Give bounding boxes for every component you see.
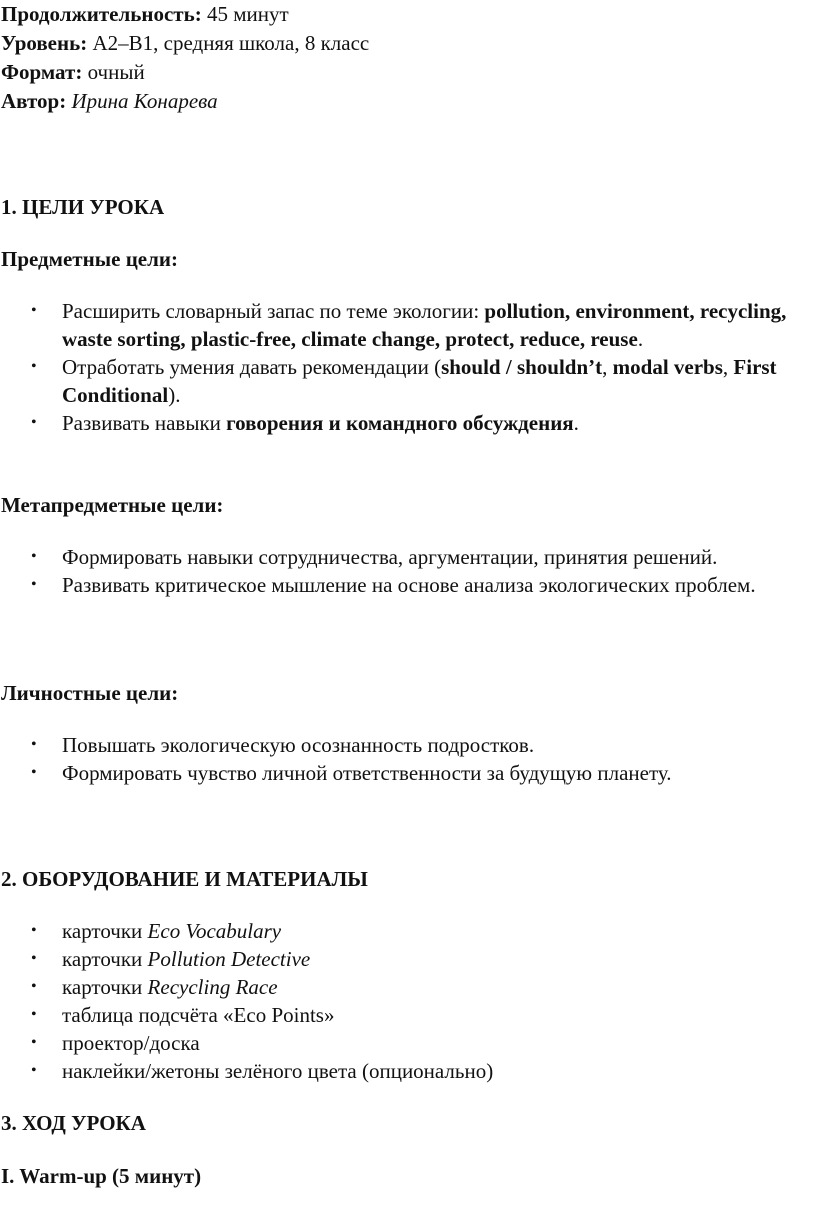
- meta-format-label: Формат:: [1, 60, 83, 84]
- lesson-meta: [1, 0, 801, 116]
- list-item-text: ,: [722, 355, 734, 379]
- personal-goals-list: [0, 731, 800, 787]
- meta-duration-label: Продолжительность:: [1, 2, 202, 26]
- list-item-text: .: [573, 411, 579, 435]
- section-heading-goals: 1. ЦЕЛИ УРОКА: [1, 195, 165, 219]
- list-item: [0, 297, 800, 353]
- bullet-icon: •: [31, 414, 37, 431]
- list-item: [0, 409, 800, 437]
- bullet-icon: •: [31, 1034, 37, 1051]
- list-item-text: .: [637, 327, 644, 351]
- meta-format: [1, 58, 801, 87]
- meta-level-value: A2–B1, средняя школа, 8 класс: [92, 31, 370, 55]
- skills-term: говорения и командного обсуждения: [226, 411, 574, 435]
- meta-author-value: Ирина Конарева: [71, 89, 218, 113]
- list-item-text: карточки: [62, 919, 148, 943]
- grammar-term: should / shouldn’t: [441, 355, 603, 379]
- meta-author: [1, 87, 801, 116]
- list-item: [0, 1057, 800, 1085]
- subheading-personal-goals: Личностные цели:: [1, 681, 179, 705]
- meta-level-label: Уровень:: [1, 31, 88, 55]
- grammar-term: modal verbs: [612, 355, 723, 379]
- bullet-icon: •: [31, 548, 37, 565]
- bullet-icon: •: [31, 358, 37, 375]
- bullet-icon: •: [31, 1062, 37, 1079]
- meta-goals-list: [0, 543, 800, 599]
- list-item-text: ).: [168, 383, 181, 407]
- grammar-term: First Conditional: [62, 355, 777, 407]
- bullet-icon: •: [31, 764, 37, 781]
- card-name: Eco Vocabulary: [147, 919, 282, 943]
- list-item: [0, 973, 800, 1001]
- equipment-list: [0, 917, 800, 1085]
- subheading-meta-goals: Метапредметные цели:: [1, 493, 224, 517]
- list-item-text: ,: [602, 355, 613, 379]
- subheading-subject-goals: Предметные цели:: [1, 247, 178, 271]
- list-item-text: Развивать навыки: [62, 411, 227, 435]
- list-item-text: Отработать умения давать рекомендации (: [62, 355, 442, 379]
- list-item-text: Расширить словарный запас по теме экологии:: [62, 299, 485, 323]
- list-item-text: Повышать экологическую осознанность подростков.: [62, 733, 535, 757]
- bullet-icon: •: [31, 1006, 37, 1023]
- list-item-text: Развивать критическое мышление на основе анализа экологических проблем.: [62, 573, 756, 597]
- list-item: [0, 353, 800, 409]
- meta-author-label: Автор:: [1, 89, 67, 113]
- list-item-text: Формировать навыки сотрудничества, аргументации, принятия решений.: [62, 545, 718, 569]
- list-item: [0, 571, 800, 599]
- list-item: [0, 1029, 800, 1057]
- list-item-text: таблица подсчёта «Eco Points»: [62, 1003, 335, 1027]
- stage-heading-warm-up: I. Warm-up (5 минут): [1, 1164, 202, 1188]
- meta-level: [1, 29, 801, 58]
- bullet-icon: •: [31, 950, 37, 967]
- meta-format-value: очный: [87, 60, 145, 84]
- section-heading-equipment: 2. ОБОРУДОВАНИЕ И МАТЕРИАЛЫ: [1, 867, 368, 891]
- list-item: [0, 731, 800, 759]
- list-item-text: Формировать чувство личной ответственности за будущую планету.: [62, 761, 672, 785]
- list-item-text: наклейки/жетоны зелёного цвета (опционально): [62, 1059, 494, 1083]
- list-item-text: карточки: [62, 947, 148, 971]
- card-name: Recycling Race: [147, 975, 278, 999]
- list-item: [0, 1001, 800, 1029]
- list-item-text: проектор/доска: [62, 1031, 200, 1055]
- bullet-icon: •: [31, 978, 37, 995]
- bullet-icon: •: [31, 922, 37, 939]
- card-name: Pollution Detective: [147, 947, 311, 971]
- bullet-icon: •: [31, 736, 37, 753]
- list-item-text: карточки: [62, 975, 148, 999]
- bullet-icon: •: [31, 302, 37, 319]
- section-heading-lesson-flow: 3. ХОД УРОКА: [1, 1111, 146, 1135]
- vocab-terms: pollution, environment, recycling, waste sorting, plastic-free, climate change, protect, reduce, reuse: [62, 299, 787, 351]
- subject-goals-list: [0, 297, 800, 437]
- list-item: [0, 917, 800, 945]
- meta-duration: [1, 0, 801, 29]
- bullet-icon: •: [31, 576, 37, 593]
- list-item: [0, 945, 800, 973]
- list-item: [0, 759, 800, 787]
- list-item: [0, 543, 800, 571]
- meta-duration-value: 45 минут: [206, 2, 289, 26]
